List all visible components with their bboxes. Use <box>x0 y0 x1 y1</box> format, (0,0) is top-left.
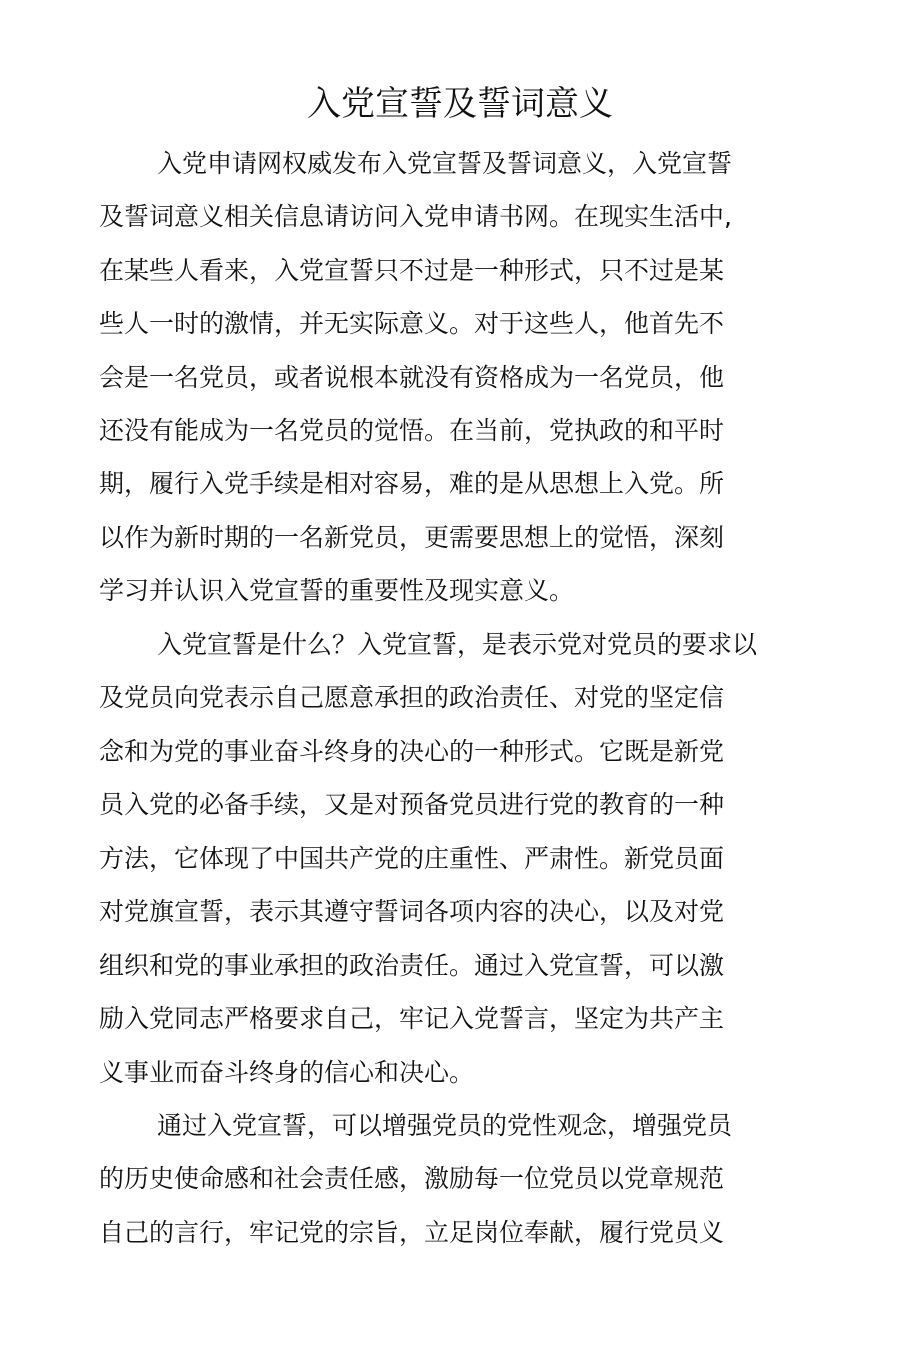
paragraph-1-line-7: 期，履行入党手续是相对容易，难的是从思想上入党。所 <box>99 469 725 498</box>
paragraph-2-line-4: 员入党的必备手续，又是对预备党员进行党的教育的一种 <box>99 790 725 819</box>
paragraph-3-line-1: 通过入党宣誓，可以增强党员的党性观念，增强党员 <box>157 1111 733 1140</box>
paragraph-3-line-2: 的历史使命感和社会责任感，激励每一位党员以党章规范 <box>99 1164 725 1193</box>
paragraph-2-line-6: 对党旗宣誓，表示其遵守誓词各项内容的决心，以及对党 <box>99 897 725 926</box>
paragraph-1-line-2: 及誓词意义相关信息请访问入党申请书网。在现实生活中, <box>99 202 732 231</box>
paragraph-2-line-3: 念和为党的事业奋斗终身的决心的一种形式。它既是新党 <box>99 737 725 766</box>
paragraph-1-line-1: 入党申请网权威发布入党宣誓及誓词意义，入党宣誓 <box>157 149 733 178</box>
paragraph-2-line-7: 组织和党的事业承担的政治责任。通过入党宣誓，可以激 <box>99 951 725 980</box>
paragraph-3-line-3: 自己的言行，牢记党的宗旨，立足岗位奉献，履行党员义 <box>99 1218 725 1247</box>
paragraph-1-line-8: 以作为新时期的一名新党员，更需要思想上的觉悟，深刻 <box>99 523 725 552</box>
paragraph-2-line-1: 入党宣誓是什么？入党宣誓，是表示党对党员的要求以 <box>157 630 758 659</box>
paragraph-1-line-4: 些人一时的激情，并无实际意义。对于这些人，他首先不 <box>99 309 725 338</box>
paragraph-2-line-9: 义事业而奋斗终身的信心和决心。 <box>99 1058 475 1087</box>
paragraph-2-line-2: 及党员向党表示自己愿意承担的政治责任、对党的坚定信 <box>99 683 725 712</box>
document-title: 入党宣誓及誓词意义 <box>307 84 613 124</box>
paragraph-2-line-5: 方法，它体现了中国共产党的庄重性、严肃性。新党员面 <box>99 844 725 873</box>
paragraph-2-line-8: 励入党同志严格要求自己，牢记入党誓言，坚定为共产主 <box>99 1004 725 1033</box>
paragraph-1-line-5: 会是一名党员，或者说根本就没有资格成为一名党员，他 <box>99 363 725 392</box>
paragraph-1-line-6: 还没有能成为一名党员的觉悟。在当前，党执政的和平时 <box>99 416 725 445</box>
paragraph-1-line-3: 在某些人看来，入党宣誓只不过是一种形式，只不过是某 <box>99 256 725 285</box>
paragraph-1-line-9: 学习并认识入党宣誓的重要性及现实意义。 <box>99 576 575 605</box>
